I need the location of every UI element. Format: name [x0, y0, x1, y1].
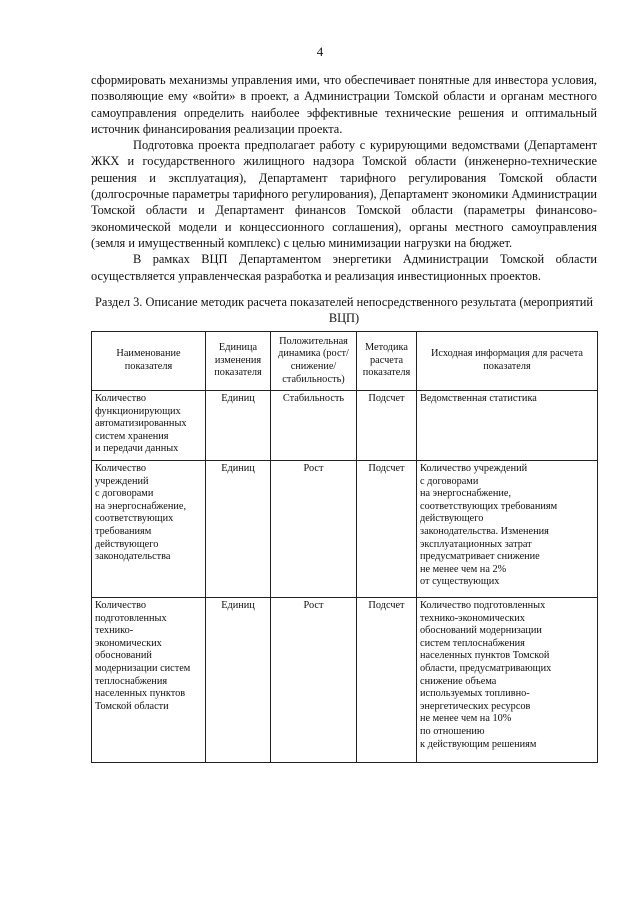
section-title: Раздел 3. Описание методик расчета показателей непосредственного результата (мероприятий ВЦП) — [94, 295, 594, 325]
table-row — [92, 598, 598, 763]
header-name: Наименование показателя — [92, 332, 206, 391]
cell-name: Количество функционирующих автоматизированных систем хранения и передачи данных — [92, 391, 206, 461]
cell-name: Количество подготовленных технико- экономических обоснований модернизации систем теплоснабжения населенных пунктов Томской области — [92, 598, 206, 763]
cell-method: Подсчет — [357, 461, 417, 598]
cell-dynamics: Рост — [271, 461, 357, 598]
header-dynamics: Положительная динамика (рост/снижение/ стабильность) — [271, 332, 357, 391]
body-text — [91, 72, 597, 284]
cell-source: Количество учреждений с договорами на энергоснабжение, соответствующих требованиям действующего законодательства. Изменения эксплуатационных затрат предусматривает снижение не менее чем на 2% от существующих — [417, 461, 598, 598]
paragraph-3: В рамках ВЦП Департаментом энергетики Администрации Томской области осуществляется управленческая разработка и реализация инвестиционных проектов. — [91, 252, 597, 283]
cell-method: Подсчет — [357, 391, 417, 461]
header-source: Исходная информация для расчета показателя — [417, 332, 598, 391]
cell-method: Подсчет — [357, 598, 417, 763]
methods-table — [91, 331, 598, 763]
cell-dynamics: Стабильность — [271, 391, 357, 461]
page-number: 4 — [316, 44, 324, 59]
cell-dynamics: Рост — [271, 598, 357, 763]
cell-unit: Единиц — [206, 461, 271, 598]
table-row — [92, 391, 598, 461]
paragraph-1: сформировать механизмы управления ими, что обеспечивает понятные для инвестора условия, позволяющие ему «войти» в проект, а Администрации Томской области и органам местного самоуправления определить наиболее эффективные технические решения и оптимальный источник финансирования реализации проекта. — [91, 73, 597, 136]
header-unit: Единица изменения показателя — [206, 332, 271, 391]
header-method: Методика расчета показателя — [357, 332, 417, 391]
paragraph-2: Подготовка проекта предполагает работу с курирующими ведомствами (Департамент ЖКХ и государственного жилищного надзора Томской области (инженерно-технические решения и эксплуатация), Департамент тарифного регулирования Томской области (долгосрочные параметры тарифного регулирования), Департамент экономики Администрации Томской области и Департамент финансов Томской области (параметры финансово-экономической модели и концессионного соглашения), органы местного самоуправления (земля и имущественный комплекс) с целью минимизации нагрузки на бюджет. — [91, 138, 597, 250]
cell-source: Количество подготовленных технико-экономических обоснований модернизации систем теплоснабжения населенных пунктов Томской области, предусматривающих снижение объема используемых топливно- энергетических ресурсов не менее чем на 10% по отношению к действующим решениям — [417, 598, 598, 763]
cell-name: Количество учреждений с договорами на энергоснабжение, соответствующих требованиям действующего законодательства — [92, 461, 206, 598]
cell-source: Ведомственная статистика — [417, 391, 598, 461]
cell-unit: Единиц — [206, 391, 271, 461]
table-header-row — [92, 332, 598, 391]
cell-unit: Единиц — [206, 598, 271, 763]
table-row — [92, 461, 598, 598]
